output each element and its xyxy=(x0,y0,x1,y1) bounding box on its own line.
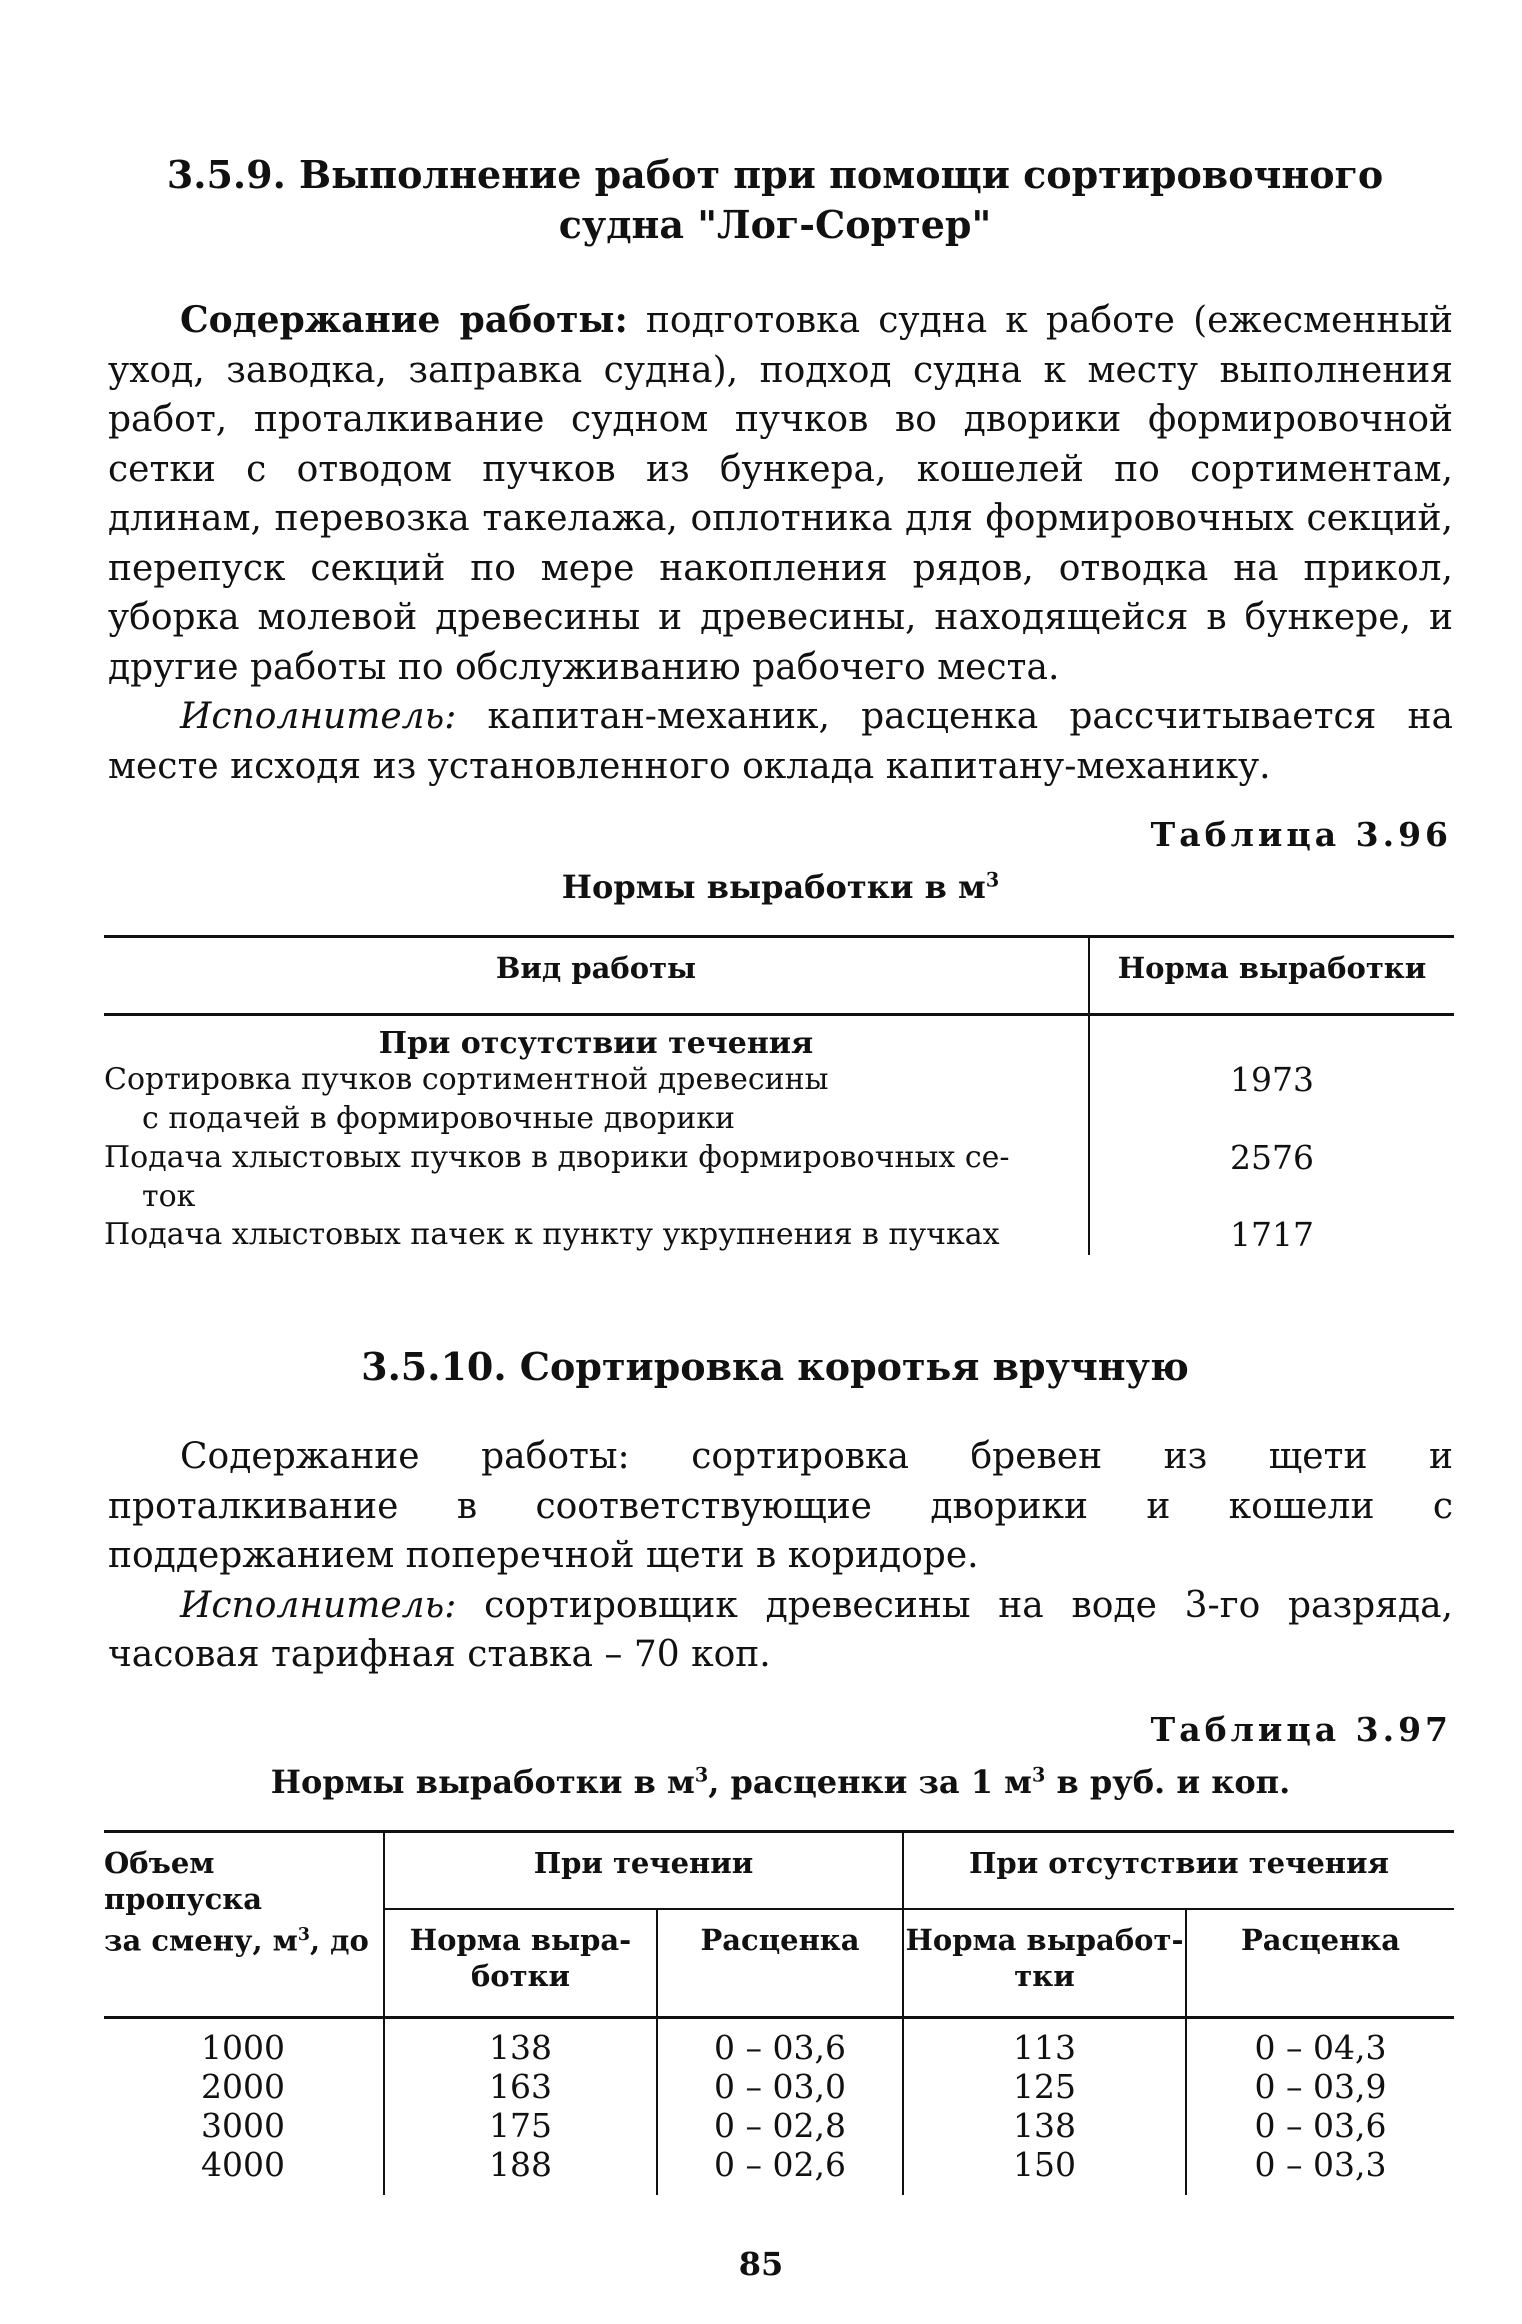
table-3-97-row-1-norm-flow: 138 xyxy=(489,2028,552,2067)
table-3-97-group-rule xyxy=(385,1908,1454,1910)
table-3-97-row-4-volume: 4000 xyxy=(201,2145,285,2184)
page-number: 85 xyxy=(738,2245,784,2283)
table-3-97-row-4-norm-noflow: 150 xyxy=(1013,2145,1076,2184)
table-3-97-row-3-norm-flow: 175 xyxy=(489,2106,552,2145)
work-content-label: Содержание работы: xyxy=(180,299,628,341)
table-3-97-header-volume-line-2 xyxy=(104,1917,382,1959)
work-content-paragraph xyxy=(108,1432,1453,1581)
table-3-97-header-rate-flow: Расценка xyxy=(700,1923,860,1957)
section-title-line-2: судна "Лог-Сортер" xyxy=(558,202,992,247)
table-3-97-caption-part-c: в руб. и коп. xyxy=(1045,1763,1291,1801)
table-3-97-header-volume-sup: 3 xyxy=(297,1925,310,1945)
table-3-97-row-4-rate-noflow: 0 – 03,3 xyxy=(1254,2145,1387,2184)
table-3-96-top-rule xyxy=(104,935,1454,938)
table-row xyxy=(104,1060,1084,1138)
section-title-3-5-9 xyxy=(110,150,1440,250)
table-3-97-row-1-norm-noflow: 113 xyxy=(1013,2028,1076,2067)
table-3-96-caption-text: Нормы выработки в м xyxy=(561,868,986,906)
table-3-97-header-norm-noflow-line-2: тки xyxy=(1014,1959,1075,1993)
work-content-text: подготовка судна к работе (ежесменный уход, заводка, заправка судна), подход судна к месту выполнения работ, проталкивание судном пучков во дворики формировочной сетки с отводом пучков из бункера, кошелей по сортиментам, длинам, перевозка такелажа, оплотника для формировочных секций, перепуск секций по мере накопления рядов, отводка на прикол, уборка молевой древесины и древесины, находящейся в бункере, и другие работы по обслуживанию рабочего места. xyxy=(108,300,1453,688)
section-title-line-1: 3.5.9. Выполнение работ при помощи сортировочного xyxy=(166,152,1384,197)
table-3-97-header-volume-line-1: Объем пропуска xyxy=(104,1846,263,1916)
section-title-3-5-10: 3.5.10. Сортировка коротья вручную xyxy=(361,1344,1189,1389)
executor-text: сортировщик древесины на воде 3-го разряда, часовая тарифная ставка – 70 коп. xyxy=(108,1584,1453,1675)
table-3-97-caption-sup-2: 3 xyxy=(1031,1763,1046,1787)
table-3-97-header-volume-tail: , до xyxy=(309,1923,369,1958)
table-3-97-caption xyxy=(108,1763,1453,1801)
table-3-97-row-3-rate-noflow: 0 – 03,6 xyxy=(1254,2106,1387,2145)
table-3-96-label: Таблица 3.96 xyxy=(1150,815,1452,854)
table-3-97-header-norm-flow-line-1: Норма выра- xyxy=(409,1923,632,1957)
table-3-97-header-rule xyxy=(104,2016,1454,2019)
table-3-97-row-2-rate-noflow: 0 – 03,9 xyxy=(1254,2067,1387,2106)
table-3-96-row-1-line-2: с подачей в формировочные дворики xyxy=(142,1101,735,1136)
executor-label: Исполнитель: xyxy=(180,696,457,737)
table-3-97-header-norm-flow-line-2: ботки xyxy=(470,1959,571,1993)
table-3-97-row-3-rate-flow: 0 – 02,8 xyxy=(714,2106,846,2145)
executor-paragraph xyxy=(108,1581,1453,1680)
section-body-3-5-9 xyxy=(108,296,1453,791)
table-3-97-caption-part-b: , расценки за 1 м xyxy=(708,1763,1032,1801)
table-3-96-header-rule xyxy=(104,1013,1454,1016)
table-3-96-row-2-line-2: ток xyxy=(142,1179,196,1214)
table-3-97-row-1-rate-noflow: 0 – 04,3 xyxy=(1254,2028,1387,2067)
table-3-96-caption xyxy=(108,868,1453,906)
table-3-97-caption-part-a: Нормы выработки в м xyxy=(270,1763,695,1801)
work-content-label: Содержание работы: xyxy=(180,1436,630,1477)
table-3-96-group-label: При отсутствии течения xyxy=(378,1026,814,1061)
executor-label: Исполнитель: xyxy=(180,1584,457,1626)
table-3-97-header-rate-noflow: Расценка xyxy=(1240,1923,1401,1957)
table-3-97-header-norm-flow xyxy=(385,1922,656,1994)
table-3-97-header-norm-noflow-line-1: Норма выработ- xyxy=(905,1923,1184,1957)
table-3-96-header-work: Вид работы xyxy=(495,951,697,985)
table-3-97-label: Таблица 3.97 xyxy=(1150,1710,1452,1749)
table-3-96-caption-sup: 3 xyxy=(985,868,1000,892)
table-row xyxy=(104,1138,1084,1216)
table-3-97-header-flow: При течении xyxy=(533,1846,754,1880)
table-3-97-row-2-rate-flow: 0 – 03,0 xyxy=(714,2067,846,2106)
table-3-96-row-3-line-1: Подача хлыстовых пачек к пункту укрупнения в пучках xyxy=(104,1217,1000,1252)
work-content-paragraph xyxy=(108,296,1453,692)
table-3-96-row-1-line-1: Сортировка пучков сортиментной древесины xyxy=(104,1062,829,1097)
table-3-97-header-volume-text: за смену, м xyxy=(104,1923,298,1958)
table-3-97-caption-sup-1: 3 xyxy=(694,1763,709,1787)
executor-paragraph xyxy=(108,692,1453,791)
table-3-97-row-2-norm-flow: 163 xyxy=(489,2067,552,2106)
table-3-97-top-rule xyxy=(104,1830,1454,1833)
table-row xyxy=(104,1215,1084,1254)
table-3-96-row-3-norm: 1717 xyxy=(1230,1215,1314,1254)
table-3-97-row-3-volume: 3000 xyxy=(201,2106,285,2145)
table-3-97-header-volume xyxy=(104,1845,382,1959)
table-3-97-row-2-volume: 2000 xyxy=(201,2067,285,2106)
table-3-97-header-noflow: При отсутствии течения xyxy=(969,1846,1389,1880)
table-3-97-row-3-norm-noflow: 138 xyxy=(1013,2106,1076,2145)
table-3-97-header-norm-noflow xyxy=(904,1922,1185,1994)
work-content-text: сортировка бревен из щети и проталкивание в соответствующие дворики и кошели с поддержанием поперечной щети в коридоре. xyxy=(108,1436,1453,1576)
table-3-97-row-1-rate-flow: 0 – 03,6 xyxy=(714,2028,846,2067)
executor-text: капитан-механик, расценка рассчитывается на месте исходя из установленного оклада капитану-механику. xyxy=(108,696,1453,787)
table-3-97-row-2-norm-noflow: 125 xyxy=(1013,2067,1076,2106)
table-3-96-row-2-line-1: Подача хлыстовых пучков в дворики формировочных се- xyxy=(104,1140,1010,1175)
table-3-97-row-4-norm-flow: 188 xyxy=(489,2145,552,2184)
table-3-96-row-1-norm: 1973 xyxy=(1230,1060,1314,1099)
table-3-96-header-norm: Норма выработки xyxy=(1117,951,1427,985)
table-3-97-row-1-volume: 1000 xyxy=(201,2028,285,2067)
table-3-96-row-2-norm: 2576 xyxy=(1230,1138,1314,1177)
section-body-3-5-10 xyxy=(108,1432,1453,1680)
table-3-97-row-4-rate-flow: 0 – 02,6 xyxy=(714,2145,846,2184)
